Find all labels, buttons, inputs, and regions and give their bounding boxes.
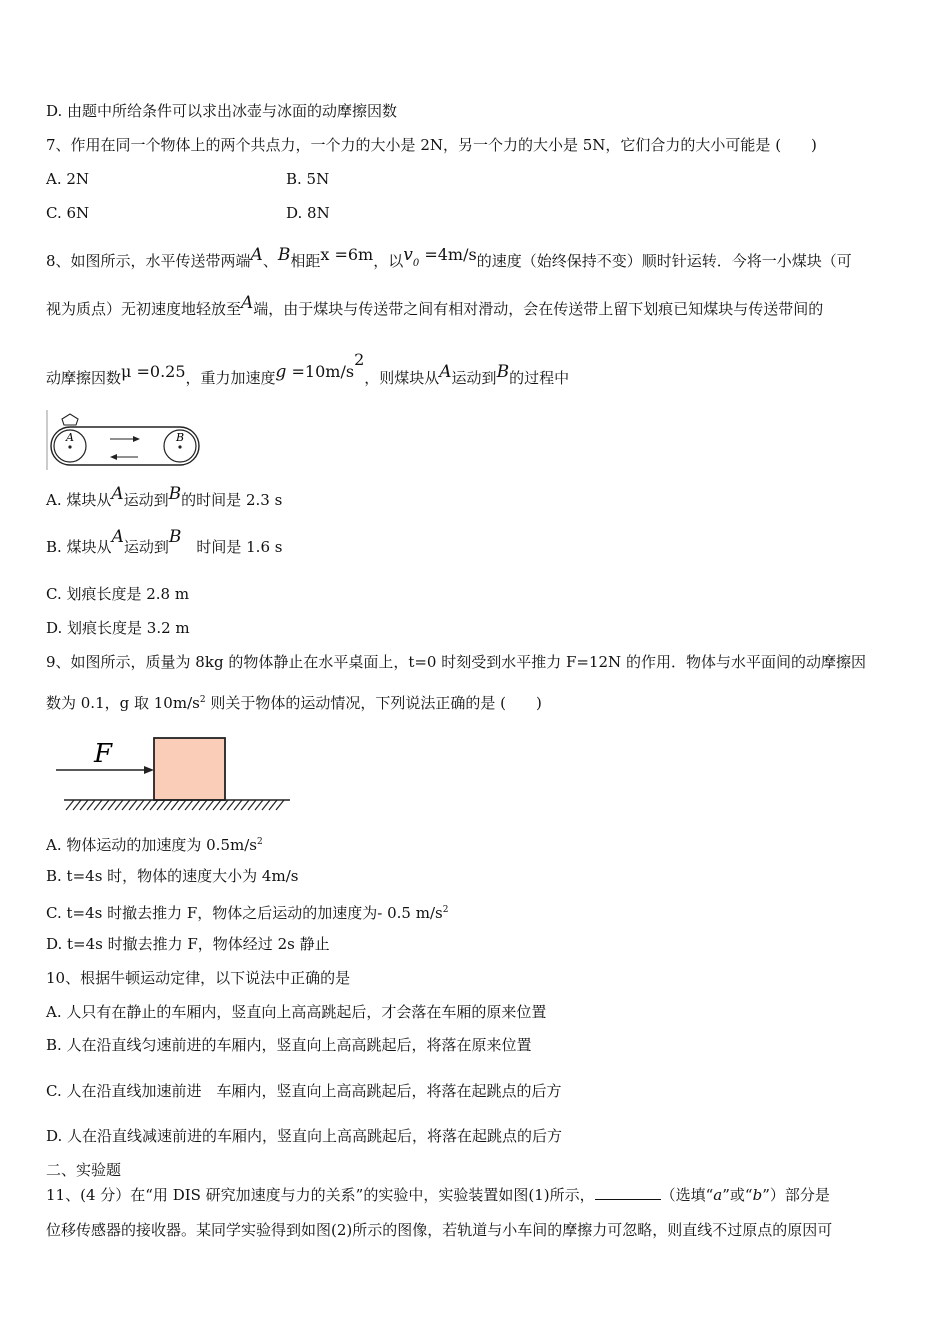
- q9-text: A. 物体运动的加速度为 0.5m/s: [46, 836, 257, 854]
- q7-option-d: D. 8N: [286, 204, 330, 222]
- q8-text: ，重力加速度: [185, 369, 276, 387]
- q8-text: B. 煤块从: [46, 538, 112, 556]
- q8-var-b: B: [168, 527, 182, 547]
- q8-var-a: A: [241, 293, 254, 313]
- q8-gravity-exponent: 2: [354, 350, 365, 369]
- q8-velocity-subscript: 0: [412, 258, 420, 269]
- q9-exponent: 2: [442, 905, 449, 915]
- arrow-left-head: [110, 454, 117, 460]
- q11-text: ”或“: [722, 1186, 753, 1204]
- q11-stem-line2: 位移传感器的接收器。某同学实验得到如图(2)所示的图像，若轨道与小车间的摩擦力可忽略，则直线不过原点的原因可: [46, 1221, 833, 1239]
- q6-option-d: D. 由题中所给条件可以求出冰壶与冰面的动摩擦因数: [46, 102, 398, 120]
- q8-text: 动摩擦因数: [46, 369, 122, 387]
- q8-velocity-value: =4m/s: [419, 245, 477, 264]
- label-b: B: [176, 431, 185, 444]
- q8-gravity-symbol: g: [275, 362, 287, 382]
- block: [154, 738, 225, 800]
- label-a: A: [66, 431, 74, 444]
- q9-option-c: [46, 899, 448, 924]
- q8-var-b: B: [496, 362, 510, 382]
- q8-text: ，则煤块从: [364, 369, 440, 387]
- q8-var-a: A: [111, 484, 124, 504]
- q8-var-a: A: [111, 527, 124, 547]
- q8-var-a: A: [439, 362, 452, 382]
- q7-stem: 7、作用在同一个物体上的两个共点力，一个力的大小是 2N，另一个力的大小是 5N，它们合力的大小可能是 ( ): [46, 136, 817, 154]
- q7-option-b: B. 5N: [286, 170, 330, 188]
- q9-stem-line1: 9、如图所示，质量为 8kg 的物体静止在水平桌面上，t=0 时刻受到水平推力 F=12N 的作用．物体与水平面间的动摩擦因: [46, 653, 866, 671]
- coal-block: [62, 414, 78, 425]
- q7-option-a: A. 2N: [46, 170, 90, 188]
- q9-option-b: B. t=4s 时，物体的速度大小为 4m/s: [46, 867, 299, 885]
- section-title: 二、实验题: [46, 1161, 122, 1179]
- q8-option-c: C. 划痕长度是 2.8 m: [46, 585, 190, 603]
- q10-option-a: A. 人只有在静止的车厢内，竖直向上高高跳起后，才会落在车厢的原来位置: [46, 1003, 547, 1021]
- q10-option-c: C. 人在沿直线加速前进 车厢内，竖直向上高高跳起后，将落在起跳点的后方: [46, 1082, 562, 1100]
- conveyor-belt-figure: [44, 410, 206, 470]
- q8-option-b: [46, 527, 283, 558]
- q8-friction-coefficient: μ =0.25: [121, 362, 186, 381]
- q9-option-d: D. t=4s 时撤去推力 F，物体经过 2s 静止: [46, 935, 330, 953]
- q8-text: 运动到: [123, 491, 169, 509]
- q8-text: 、: [262, 252, 278, 270]
- arrow-right-head: [133, 436, 140, 442]
- answer-blank[interactable]: [595, 1185, 661, 1200]
- q8-var-b: B: [277, 245, 291, 265]
- q10-option-b: B. 人在沿直线匀速前进的车厢内，竖直向上高高跳起后，将落在原来位置: [46, 1036, 532, 1054]
- pulley-a-axle: [68, 445, 71, 448]
- q11-option-b-label: b: [752, 1186, 763, 1204]
- force-arrow-head: [144, 766, 154, 774]
- q9-exponent: 2: [256, 837, 263, 847]
- q8-text: 的过程中: [509, 369, 570, 387]
- q8-var-a: A: [250, 245, 263, 265]
- q11-stem-line1: [46, 1184, 830, 1206]
- q9-stem-line2: [46, 689, 542, 714]
- q8-text: 时间是 1.6 s: [181, 538, 283, 556]
- q8-text: 8、如图所示，水平传送带两端: [46, 252, 251, 270]
- q8-stem-line2: [46, 293, 824, 320]
- q8-text: 的速度（始终保持不变）顺时针运转．今将一小煤块（可: [476, 252, 852, 270]
- q11-text: （选填“: [660, 1186, 714, 1204]
- q9-text: 数为 0.1，g 取 10m/s: [46, 694, 200, 712]
- q10-stem: 10、根据牛顿运动定律，以下说法中正确的是: [46, 969, 351, 987]
- q8-text: ，以: [373, 252, 404, 270]
- q11-option-a-label: a: [713, 1186, 723, 1204]
- q8-stem-line1: [46, 245, 852, 279]
- q8-text: 运动到: [123, 538, 169, 556]
- q8-stem-line3: [46, 350, 570, 389]
- q8-gravity-value: =10m/s: [286, 362, 355, 381]
- q8-distance: x =6m: [320, 245, 374, 264]
- q8-option-d: D. 划痕长度是 3.2 m: [46, 619, 190, 637]
- q9-option-a: [46, 831, 263, 856]
- q11-text: 11、(4 分）在“用 DIS 研究加速度与力的关系”的实验中，实验装置如图(1)所示，: [46, 1186, 595, 1204]
- force-label: F: [94, 739, 113, 769]
- block-push-figure: [54, 732, 294, 814]
- q7-options-row1: [46, 168, 646, 190]
- q11-text: ”）部分是: [762, 1186, 830, 1204]
- q9-exponent: 2: [199, 695, 206, 705]
- q8-option-a: [46, 484, 283, 511]
- q7-options-row2: [46, 202, 646, 224]
- pulley-b-axle: [178, 445, 181, 448]
- q8-text: 的时间是 2.3 s: [181, 491, 283, 509]
- ground-hatching: [66, 800, 284, 810]
- q8-velocity-symbol: v: [403, 245, 413, 265]
- q8-var-b: B: [168, 484, 182, 504]
- q7-option-c: C. 6N: [46, 204, 90, 222]
- q8-text: 相距: [290, 252, 321, 270]
- q10-option-d: D. 人在沿直线减速前进的车厢内，竖直向上高高跳起后，将落在起跳点的后方: [46, 1127, 563, 1145]
- q8-text: 端，由于煤块与传送带之间有相对滑动，会在传送带上留下划痕已知煤块与传送带间的: [253, 300, 824, 318]
- q8-text: A. 煤块从: [46, 491, 112, 509]
- q9-text: C. t=4s 时撤去推力 F，物体之后运动的加速度为- 0.5 m/s: [46, 904, 443, 922]
- q8-text: 视为质点）无初速度地轻放至: [46, 300, 242, 318]
- q8-text: 运动到: [451, 369, 497, 387]
- q9-text: 则关于物体的运动情况，下列说法正确的是 ( ): [205, 694, 542, 712]
